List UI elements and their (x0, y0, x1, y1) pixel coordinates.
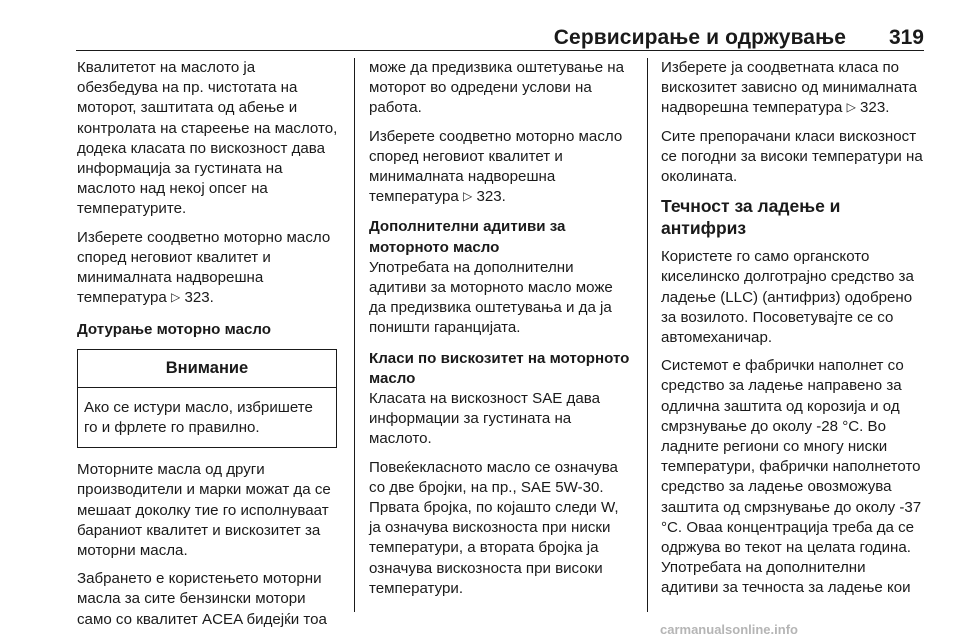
column-divider-2 (647, 58, 648, 612)
column-2 (369, 58, 631, 607)
reference-page: 323. (860, 99, 890, 117)
reference-arrow-icon: ▷ (846, 100, 856, 115)
paragraph-text: Изберете соодветно моторно масло според неговиот квалитет и минималната надворешна температура (369, 127, 623, 206)
paragraph-text: Изберете соодветно моторно масло според неговиот квалитет и минималната надворешна температура (77, 228, 331, 307)
paragraph: Квалитетот на маслото ја обезбедува на пр. чистотата на моторот, заштитата од абење и контролата на стареење на маслото, додека класата по вискозност дава информација за густината на маслото над некој опсег на температурите. (77, 59, 338, 218)
paragraph: Употребата на дополнителни адитиви за моторното масло може да предизвика оштетувања и да ја поништи гаранцијата. (369, 258, 613, 337)
subheading: Дополнителни адитиви за моторното масло (369, 218, 566, 256)
paragraph: може да предизвика оштетување на моторот во одредени услови на работа. (369, 59, 625, 117)
subheading: Дотурање моторно масло (77, 321, 271, 339)
column-1 (77, 58, 339, 638)
page-reference[interactable] (171, 289, 214, 306)
header-divider (76, 50, 924, 51)
warning-title: Внимание (78, 350, 336, 388)
paragraph: Моторните масла од други производители и марки можат да се мешаат доколку тие го исполнуваат бараниот квалитет и вискозитет за моторни масла. (77, 461, 331, 560)
reference-page: 323. (476, 188, 506, 206)
paragraph: Системот е фабрички наполнет со средство за ладење направено за одлична заштита од корозија и од смрзнување до околу -28 °C. Во ладните региони со многу ниски температури, фабрички наполнетото средство за ладење овозможува заштита од смрзнување до околу -37 °C. Оваа концентрација треба да се одржува во текот на целата година. Употребата на дополнителни адитиви за течноста за ладење кои (661, 357, 922, 597)
paragraph (77, 228, 339, 309)
reference-arrow-icon: ▷ (171, 290, 181, 305)
page-header (0, 0, 960, 49)
paragraph (369, 127, 631, 208)
reference-page: 323. (184, 289, 214, 307)
paragraph (661, 58, 923, 119)
page-number: 319 (888, 26, 924, 49)
page-reference[interactable] (463, 188, 506, 205)
column-divider-1 (354, 58, 355, 612)
paragraph: Повеќекласното масло се означува со две бројки, на пр., SAE 5W-30. Првата бројка, по којашто следи W, ја означува вискозноста при ниски температури, а втората бројка ја означува вискозноста при високи температури. (369, 458, 619, 597)
paragraph: Класата на вискозност SAE дава информации за густината на маслото. (369, 390, 600, 448)
paragraph: Сите препорачани класи вискозност се погодни за високи температури на околината. (661, 127, 923, 186)
section-heading: Течност за ладење и антифриз (661, 196, 841, 239)
paragraph-text: Изберете ја соодветната класа по вискозитет зависно од минималната надворешна температура (661, 59, 918, 117)
section-title: Сервисирање и одржување (553, 26, 846, 49)
paragraph: Забранeто е користењето моторни масла за сите бензински мотори само со квалитет ACEA бидејќи тоа (77, 570, 327, 628)
warning-body: Ако се истури масло, избришете го и фрлете го правилно. (84, 398, 313, 437)
warning-box (77, 349, 337, 449)
paragraph: Користете го само органското киселинско долготрајно средство за ладење (LLC) (антифриз) одобрено за возилото. Посоветувајте се со автомеханичар. (661, 248, 914, 347)
watermark: carmanualsonline.info (660, 622, 798, 637)
subheading: Класи по вискозитет на моторното масло (369, 349, 630, 387)
reference-arrow-icon: ▷ (463, 189, 473, 204)
column-3 (661, 58, 923, 607)
page-reference[interactable] (847, 99, 890, 116)
